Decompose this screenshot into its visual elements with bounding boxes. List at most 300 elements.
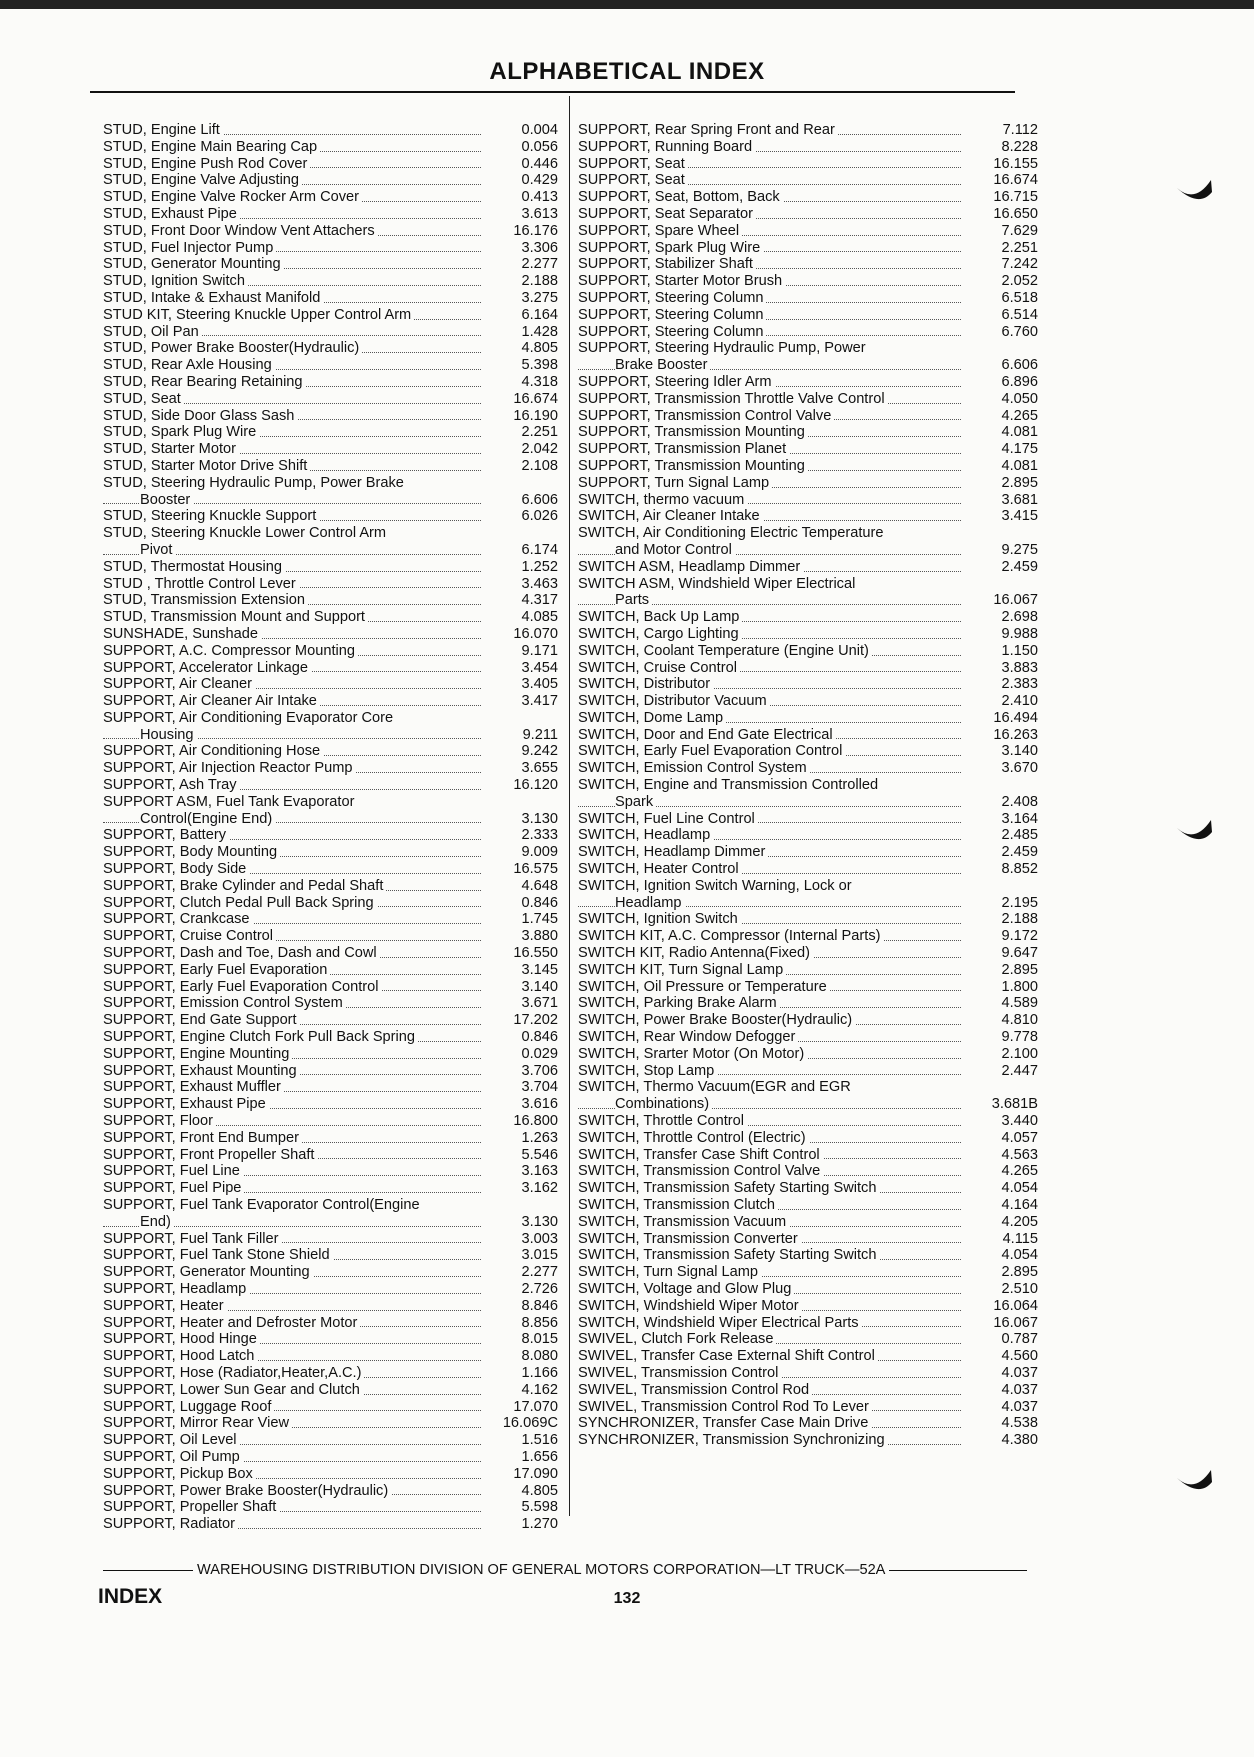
entry-name: SUPPORT, Clutch Pedal Pull Back Spring — [103, 895, 377, 911]
entry-number: 17.070 — [513, 1398, 558, 1415]
entry-number: 16.674 — [513, 390, 558, 407]
entry-number: 9.778 — [1001, 1029, 1038, 1046]
entry-number: 4.054 — [1001, 1180, 1038, 1197]
index-entry — [578, 995, 1038, 1012]
entry-name: SUPPORT, Fuel Tank Stone Shield — [103, 1247, 333, 1263]
index-entry — [578, 743, 1038, 760]
entry-number: 2.895 — [1001, 474, 1038, 491]
entry-number: 9.172 — [1001, 928, 1038, 945]
entry-number: 4.162 — [521, 1381, 558, 1398]
entry-number: 3.163 — [521, 1163, 558, 1180]
index-entry — [103, 307, 558, 324]
entry-name: STUD, Starter Motor — [103, 441, 239, 457]
entry-name: STUD, Transmission Extension — [103, 592, 308, 608]
entry-name: SUPPORT, Fuel Pipe — [103, 1180, 244, 1196]
entry-number: 16.190 — [513, 407, 558, 424]
index-entry — [103, 962, 558, 979]
index-entry — [103, 878, 558, 895]
entry-name: SWITCH, Coolant Temperature (Engine Unit) — [578, 643, 872, 659]
entry-number: 2.277 — [521, 256, 558, 273]
entry-number: 16.715 — [993, 189, 1038, 206]
index-entry — [103, 1298, 558, 1315]
index-entry — [578, 1281, 1038, 1298]
entry-number: 4.805 — [521, 1482, 558, 1499]
index-entry — [578, 189, 1038, 206]
punch-hole-mark — [1175, 178, 1213, 204]
entry-name: Parts — [615, 592, 652, 608]
entry-number: 16.494 — [993, 709, 1038, 726]
entry-number: 2.459 — [1001, 558, 1038, 575]
entry-name: SUPPORT, Mirror Rear View — [103, 1415, 292, 1431]
entry-name: SUPPORT, Lower Sun Gear and Clutch — [103, 1382, 363, 1398]
entry-name: SUPPORT, Seat Separator — [578, 206, 756, 222]
entry-number: 1.263 — [521, 1129, 558, 1146]
entry-name: SWITCH, Early Fuel Evaporation Control — [578, 743, 845, 759]
entry-name: SUPPORT, Body Side — [103, 861, 249, 877]
entry-number: 3.655 — [521, 760, 558, 777]
entry-name: STUD, Spark Plug Wire — [103, 424, 259, 440]
index-entry — [578, 1079, 1038, 1096]
entry-name: SWITCH ASM, Headlamp Dimmer — [578, 559, 803, 575]
entry-name: SUPPORT, Air Cleaner — [103, 676, 255, 692]
entry-name: SWITCH, Transfer Case Shift Control — [578, 1147, 823, 1163]
entry-name: STUD, Power Brake Booster(Hydraulic) — [103, 340, 362, 356]
index-entry — [578, 1298, 1038, 1315]
entry-number: 3.463 — [521, 575, 558, 592]
entry-name: SUPPORT, Engine Mounting — [103, 1046, 292, 1062]
index-entry — [103, 1012, 558, 1029]
entry-name: SUPPORT, Ash Tray — [103, 777, 240, 793]
entry-number: 2.108 — [521, 457, 558, 474]
entry-number: 4.175 — [1001, 441, 1038, 458]
index-entry — [578, 1197, 1038, 1214]
index-entry — [578, 122, 1038, 139]
index-entry — [578, 811, 1038, 828]
entry-name: SUPPORT, Battery — [103, 827, 229, 843]
entry-name: SUPPORT, Exhaust Muffler — [103, 1079, 284, 1095]
index-entry — [578, 172, 1038, 189]
index-entry — [578, 139, 1038, 156]
entry-number: 3.140 — [521, 978, 558, 995]
index-entry — [578, 1231, 1038, 1248]
index-entry — [578, 156, 1038, 173]
entry-name: SWITCH, thermo vacuum — [578, 492, 747, 508]
index-entry — [103, 1096, 558, 1113]
entry-number: 3.145 — [521, 961, 558, 978]
index-entry — [578, 223, 1038, 240]
index-entry — [578, 1399, 1038, 1416]
entry-number: 8.852 — [1001, 861, 1038, 878]
entry-number: 4.081 — [1001, 424, 1038, 441]
entry-name: SUPPORT, Pickup Box — [103, 1466, 256, 1482]
index-entry — [103, 357, 558, 374]
entry-name: STUD, Engine Valve Adjusting — [103, 172, 302, 188]
entry-number: 1.516 — [521, 1432, 558, 1449]
entry-name: SUPPORT, Early Fuel Evaporation Control — [103, 979, 382, 995]
entry-name: SWIVEL, Transmission Control — [578, 1365, 781, 1381]
index-entry — [103, 1415, 558, 1432]
entry-number: 16.800 — [513, 1113, 558, 1130]
entry-name: SUPPORT, Heater — [103, 1298, 227, 1314]
index-entry — [578, 643, 1038, 660]
index-entry — [103, 525, 558, 542]
page-number: 132 — [613, 1590, 641, 1607]
entry-number: 4.037 — [1001, 1381, 1038, 1398]
index-entry — [578, 1331, 1038, 1348]
entry-number: 16.650 — [993, 205, 1038, 222]
entry-name: SUPPORT, Accelerator Linkage — [103, 660, 311, 676]
entry-name: SWITCH, Emission Control System — [578, 760, 810, 776]
entry-name: STUD, Starter Motor Drive Shift — [103, 458, 310, 474]
index-entry — [578, 962, 1038, 979]
index-entry — [103, 710, 558, 727]
entry-number: 6.514 — [1001, 306, 1038, 323]
entry-name: SWITCH, Parking Brake Alarm — [578, 995, 780, 1011]
index-entry — [578, 374, 1038, 391]
entry-name: SUPPORT, Heater and Defroster Motor — [103, 1315, 360, 1331]
index-entry — [578, 475, 1038, 492]
index-entry — [103, 424, 558, 441]
index-entry — [103, 1231, 558, 1248]
entry-name: SUPPORT, A.C. Compressor Mounting — [103, 643, 358, 659]
index-entry — [578, 324, 1038, 341]
entry-name: SUPPORT ASM, Fuel Tank Evaporator — [103, 794, 357, 810]
index-entry — [103, 1029, 558, 1046]
index-entry — [578, 559, 1038, 576]
entry-number: 3.681 — [1001, 491, 1038, 508]
entry-name: SUPPORT, Headlamp — [103, 1281, 249, 1297]
entry-name: SWITCH, Cargo Lighting — [578, 626, 742, 642]
entry-number: 16.176 — [513, 222, 558, 239]
index-entry — [103, 374, 558, 391]
index-entry — [578, 609, 1038, 626]
entry-name: SWITCH, Transmission Clutch — [578, 1197, 778, 1213]
entry-number: 8.846 — [521, 1297, 558, 1314]
entry-name: Headlamp — [615, 895, 685, 911]
index-entry — [578, 777, 1038, 794]
entry-number: 8.080 — [521, 1348, 558, 1365]
entry-name: SWITCH, Throttle Control (Electric) — [578, 1130, 809, 1146]
index-entry — [578, 1063, 1038, 1080]
entry-number: 6.164 — [521, 306, 558, 323]
page-title: ALPHABETICAL INDEX — [489, 58, 765, 85]
entry-number: 4.560 — [1001, 1348, 1038, 1365]
index-entry — [103, 1449, 558, 1466]
entry-number: 3.616 — [521, 1096, 558, 1113]
entry-name: STUD, Oil Pan — [103, 324, 202, 340]
entry-name: SWITCH, Door and End Gate Electrical — [578, 727, 836, 743]
entry-name: SYNCHRONIZER, Transmission Synchronizing — [578, 1432, 888, 1448]
index-entry — [103, 1197, 558, 1214]
entry-number: 4.805 — [521, 340, 558, 357]
entry-number: 3.130 — [521, 810, 558, 827]
entry-name: and Motor Control — [615, 542, 735, 558]
entry-name: SUPPORT, Propeller Shaft — [103, 1499, 279, 1515]
entry-name: SUPPORT, Brake Cylinder and Pedal Shaft — [103, 878, 386, 894]
entry-name: STUD, Ignition Switch — [103, 273, 248, 289]
index-entry — [578, 1264, 1038, 1281]
index-entry — [103, 256, 558, 273]
index-entry — [578, 1113, 1038, 1130]
entry-name: SWITCH, Voltage and Glow Plug — [578, 1281, 794, 1297]
entry-number: 4.054 — [1001, 1247, 1038, 1264]
entry-name: SUPPORT, Seat, Bottom, Back — [578, 189, 783, 205]
entry-name: SWITCH, Oil Pressure or Temperature — [578, 979, 830, 995]
index-entry — [103, 475, 558, 492]
entry-name: Housing — [140, 727, 197, 743]
entry-name: SUPPORT, Spare Wheel — [578, 223, 742, 239]
entry-number: 4.318 — [521, 373, 558, 390]
entry-number: 4.057 — [1001, 1129, 1038, 1146]
entry-number: 4.205 — [1001, 1213, 1038, 1230]
entry-number: 1.252 — [521, 558, 558, 575]
entry-name: STUD, Rear Bearing Retaining — [103, 374, 306, 390]
entry-name: STUD, Steering Knuckle Lower Control Arm — [103, 525, 389, 541]
entry-name: SUPPORT, Hood Hinge — [103, 1331, 260, 1347]
entry-name: STUD, Fuel Injector Pump — [103, 240, 276, 256]
entry-name: Booster — [140, 492, 193, 508]
entry-number: 2.408 — [1001, 793, 1038, 810]
entry-number: 1.745 — [521, 911, 558, 928]
entry-name: SWITCH, Back Up Lamp — [578, 609, 742, 625]
entry-number: 2.195 — [1001, 894, 1038, 911]
entry-number: 0.787 — [1001, 1331, 1038, 1348]
entry-name: SUPPORT, Steering Column — [578, 324, 766, 340]
entry-name: SWIVEL, Transfer Case External Shift Control — [578, 1348, 878, 1364]
entry-number: 4.081 — [1001, 457, 1038, 474]
entry-name: SUPPORT, Transmission Planet — [578, 441, 789, 457]
index-entry — [578, 508, 1038, 525]
entry-number: 2.251 — [1001, 239, 1038, 256]
entry-number: 16.067 — [993, 1314, 1038, 1331]
index-entry — [103, 861, 558, 878]
index-entry — [103, 206, 558, 223]
entry-number: 1.800 — [1001, 978, 1038, 995]
entry-number: 9.242 — [521, 743, 558, 760]
index-entry — [103, 995, 558, 1012]
top-border-rule — [0, 0, 1254, 9]
index-entry — [578, 240, 1038, 257]
index-entry — [103, 1516, 558, 1533]
entry-number: 5.598 — [521, 1499, 558, 1516]
index-entry — [578, 592, 1038, 609]
entry-name: SUPPORT, Power Brake Booster(Hydraulic) — [103, 1483, 391, 1499]
entry-name: Combinations) — [615, 1096, 712, 1112]
index-entry — [578, 1180, 1038, 1197]
entry-number: 2.447 — [1001, 1062, 1038, 1079]
entry-name: SWITCH, Transmission Vacuum — [578, 1214, 789, 1230]
index-entry — [578, 1012, 1038, 1029]
punch-hole-mark — [1175, 818, 1213, 844]
entry-name: SWITCH, Transmission Safety Starting Switch — [578, 1247, 879, 1263]
index-entry — [578, 441, 1038, 458]
index-entry — [578, 1130, 1038, 1147]
entry-name: SWITCH, Headlamp Dimmer — [578, 844, 768, 860]
entry-number: 16.155 — [993, 155, 1038, 172]
entry-name: STUD, Engine Push Rod Cover — [103, 156, 310, 172]
entry-number: 4.164 — [1001, 1197, 1038, 1213]
entry-number: 16.575 — [513, 861, 558, 878]
index-entry — [103, 1079, 558, 1096]
index-entry — [578, 1315, 1038, 1332]
entry-number: 8.015 — [521, 1331, 558, 1348]
entry-number: 2.485 — [1001, 827, 1038, 844]
entry-number: 2.188 — [1001, 911, 1038, 928]
entry-number: 3.681B — [991, 1096, 1038, 1113]
entry-name: SUPPORT, Fuel Line — [103, 1163, 243, 1179]
entry-number: 16.067 — [993, 592, 1038, 609]
index-entry — [103, 156, 558, 173]
entry-number: 4.563 — [1001, 1146, 1038, 1163]
entry-number: 3.440 — [1001, 1113, 1038, 1130]
entry-number: 3.140 — [1001, 743, 1038, 760]
entry-number: 2.188 — [521, 273, 558, 290]
entry-name: SWITCH, Cruise Control — [578, 660, 740, 676]
index-entry — [103, 1046, 558, 1063]
index-entry — [578, 525, 1038, 542]
entry-name: SWITCH, Transmission Safety Starting Switch — [578, 1180, 879, 1196]
index-entry — [103, 1281, 558, 1298]
entry-name: STUD, Seat — [103, 391, 184, 407]
index-entry — [578, 861, 1038, 878]
index-entry — [103, 441, 558, 458]
entry-number: 3.417 — [521, 693, 558, 710]
index-entry — [103, 811, 558, 828]
index-entry — [103, 844, 558, 861]
entry-name: SUPPORT, Transmission Mounting — [578, 424, 808, 440]
entry-name: SUPPORT, Oil Level — [103, 1432, 240, 1448]
entry-number: 4.265 — [1001, 1163, 1038, 1180]
entry-number: 2.277 — [521, 1264, 558, 1281]
entry-name: STUD, Generator Mounting — [103, 256, 284, 272]
entry-name: SWITCH, Headlamp — [578, 827, 713, 843]
index-entry — [578, 945, 1038, 962]
index-entry — [103, 592, 558, 609]
index-column-right — [578, 122, 1038, 1449]
entry-number: 2.042 — [521, 441, 558, 458]
index-entry — [578, 1147, 1038, 1164]
index-entry — [578, 542, 1038, 559]
index-entry — [103, 794, 558, 811]
index-entry — [578, 408, 1038, 425]
index-entry — [103, 1331, 558, 1348]
entry-name: STUD, Engine Lift — [103, 122, 223, 138]
index-entry — [578, 979, 1038, 996]
index-entry — [578, 273, 1038, 290]
entry-name: SUPPORT, Exhaust Mounting — [103, 1063, 300, 1079]
entry-number: 3.015 — [521, 1247, 558, 1264]
entry-name: SWITCH, Transmission Converter — [578, 1231, 801, 1247]
entry-name: End) — [140, 1214, 174, 1230]
entry-number: 7.112 — [1002, 122, 1038, 138]
entry-number: 3.275 — [521, 289, 558, 306]
index-entry — [578, 911, 1038, 928]
entry-name: SWITCH, Air Cleaner Intake — [578, 508, 763, 524]
entry-name: SUPPORT, Cruise Control — [103, 928, 276, 944]
entry-number: 3.706 — [521, 1062, 558, 1079]
entry-name: SUPPORT, Seat — [578, 156, 688, 172]
entry-name: STUD, Transmission Mount and Support — [103, 609, 368, 625]
entry-number: 1.656 — [521, 1448, 558, 1465]
entry-name: SWITCH, Ignition Switch — [578, 911, 741, 927]
entry-name: SWITCH, Power Brake Booster(Hydraulic) — [578, 1012, 855, 1028]
index-entry — [103, 1264, 558, 1281]
entry-name: SUPPORT, Front End Bumper — [103, 1130, 302, 1146]
entry-number: 8.228 — [1001, 138, 1038, 155]
index-entry — [578, 1163, 1038, 1180]
index-entry — [103, 240, 558, 257]
entry-number: 2.251 — [521, 424, 558, 441]
entry-name: SUPPORT, Spark Plug Wire — [578, 240, 763, 256]
index-entry — [578, 576, 1038, 593]
entry-number: 0.413 — [521, 189, 558, 206]
index-entry — [103, 408, 558, 425]
entry-number: 16.120 — [513, 777, 558, 794]
entry-number: 2.052 — [1001, 273, 1038, 290]
entry-number: 2.410 — [1001, 693, 1038, 710]
index-entry — [578, 1247, 1038, 1264]
entry-name: SWITCH, Transmission Control Valve — [578, 1163, 823, 1179]
entry-name: Control(Engine End) — [140, 811, 275, 827]
index-entry — [578, 710, 1038, 727]
entry-number: 2.333 — [521, 827, 558, 844]
entry-name: SWITCH, Windshield Wiper Motor — [578, 1298, 802, 1314]
entry-number: 2.510 — [1001, 1280, 1038, 1297]
entry-number: 3.880 — [521, 928, 558, 945]
entry-name: SUPPORT, Crankcase — [103, 911, 253, 927]
entry-number: 0.446 — [521, 155, 558, 172]
index-entry — [103, 1147, 558, 1164]
index-entry — [103, 559, 558, 576]
entry-number: 3.670 — [1001, 760, 1038, 777]
footer-banner — [99, 1562, 1031, 1578]
index-entry — [578, 1029, 1038, 1046]
entry-number: 9.647 — [1001, 945, 1038, 962]
index-entry — [103, 1180, 558, 1197]
entry-number: 4.810 — [1001, 1012, 1038, 1029]
entry-number: 9.211 — [522, 726, 558, 743]
index-entry — [578, 693, 1038, 710]
entry-name: STUD, Exhaust Pipe — [103, 206, 240, 222]
entry-name: SUPPORT, Dash and Toe, Dash and Cowl — [103, 945, 380, 961]
index-entry — [578, 492, 1038, 509]
entry-name: SUPPORT, Generator Mounting — [103, 1264, 313, 1280]
entry-name: SWITCH, Srarter Motor (On Motor) — [578, 1046, 807, 1062]
index-entry — [103, 693, 558, 710]
index-entry — [103, 945, 558, 962]
entry-number: 16.263 — [993, 726, 1038, 743]
entry-number: 3.130 — [521, 1213, 558, 1230]
index-entry — [578, 1415, 1038, 1432]
entry-name: SWITCH, Rear Window Defogger — [578, 1029, 798, 1045]
entry-number: 3.415 — [1001, 508, 1038, 525]
entry-number: 4.265 — [1001, 407, 1038, 424]
index-entry — [578, 357, 1038, 374]
entry-number: 2.383 — [1001, 676, 1038, 693]
index-entry — [578, 794, 1038, 811]
index-entry — [103, 643, 558, 660]
index-entry — [103, 1247, 558, 1264]
footer-text: WAREHOUSING DISTRIBUTION DIVISION OF GENERAL MOTORS CORPORATION—LT TRUCK—52A — [197, 1562, 886, 1578]
entry-number: 4.115 — [1002, 1230, 1038, 1247]
entry-number: 17.090 — [513, 1465, 558, 1482]
index-entry — [103, 189, 558, 206]
entry-number: 4.317 — [521, 592, 558, 609]
entry-number: 5.546 — [521, 1146, 558, 1163]
entry-number: 6.606 — [521, 491, 558, 508]
entry-name: SWITCH, Windshield Wiper Electrical Parts — [578, 1315, 862, 1331]
index-entry — [103, 1130, 558, 1147]
